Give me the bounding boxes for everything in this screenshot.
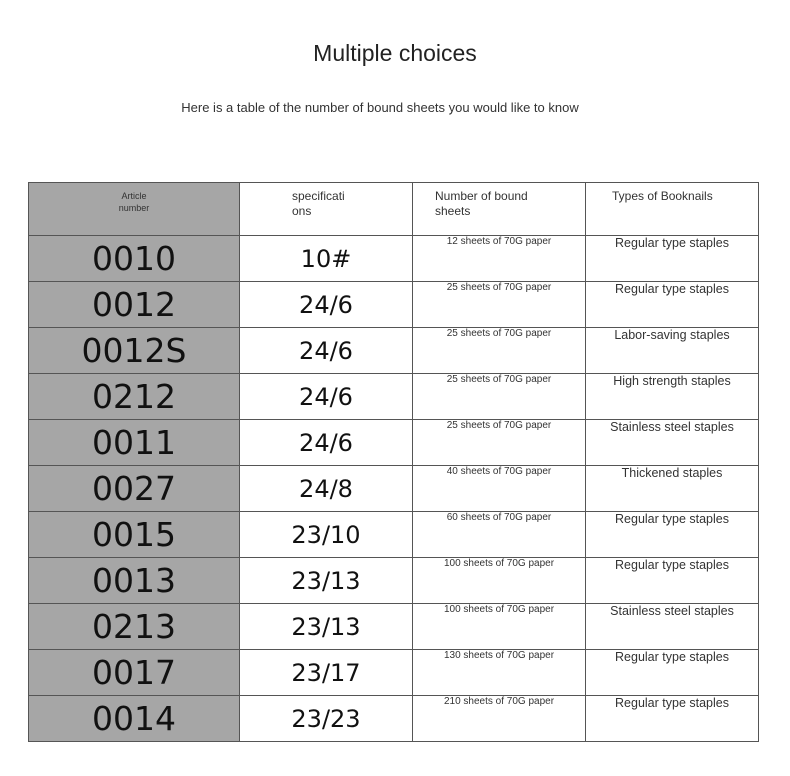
table-row bbox=[29, 512, 759, 558]
header-spec-line1: specificati bbox=[292, 189, 345, 203]
header-bound-line2: sheets bbox=[435, 204, 471, 218]
bound-sheets-cell: 100 sheets of 70G paper bbox=[413, 604, 586, 650]
article-number-cell: 0013 bbox=[29, 558, 240, 604]
article-number-cell: 0212 bbox=[29, 374, 240, 420]
table-row bbox=[29, 282, 759, 328]
specification-cell: 23/13 bbox=[240, 604, 413, 650]
bound-sheets-cell: 25 sheets of 70G paper bbox=[413, 374, 586, 420]
bound-sheets-cell: 25 sheets of 70G paper bbox=[413, 420, 586, 466]
header-row bbox=[29, 183, 759, 236]
staple-type-cell: Thickened staples bbox=[586, 466, 759, 512]
staple-type-cell: Regular type staples bbox=[586, 282, 759, 328]
header-article-line1: Article bbox=[121, 191, 147, 201]
bound-sheets-cell: 100 sheets of 70G paper bbox=[413, 558, 586, 604]
specification-cell: 10# bbox=[240, 236, 413, 282]
header-specifications bbox=[240, 183, 413, 236]
staple-type-cell: Regular type staples bbox=[586, 696, 759, 742]
bound-sheets-cell: 60 sheets of 70G paper bbox=[413, 512, 586, 558]
header-bound-sheets bbox=[413, 183, 586, 236]
staple-type-cell: Labor-saving staples bbox=[586, 328, 759, 374]
staple-type-cell: Stainless steel staples bbox=[586, 420, 759, 466]
specification-cell: 24/6 bbox=[240, 282, 413, 328]
header-spec-line2: ons bbox=[292, 204, 312, 218]
specification-cell: 23/17 bbox=[240, 650, 413, 696]
staples-spec-table bbox=[28, 182, 759, 742]
bound-sheets-cell: 130 sheets of 70G paper bbox=[413, 650, 586, 696]
specification-cell: 23/13 bbox=[240, 558, 413, 604]
page-subtitle: Here is a table of the number of bound sheets you would like to know bbox=[181, 100, 579, 115]
staple-type-cell: High strength staples bbox=[586, 374, 759, 420]
table-row bbox=[29, 420, 759, 466]
bound-sheets-cell: 40 sheets of 70G paper bbox=[413, 466, 586, 512]
article-number-cell: 0011 bbox=[29, 420, 240, 466]
table-row bbox=[29, 604, 759, 650]
specification-cell: 23/10 bbox=[240, 512, 413, 558]
staple-type-cell: Regular type staples bbox=[586, 236, 759, 282]
staple-type-cell: Regular type staples bbox=[586, 558, 759, 604]
table-row bbox=[29, 650, 759, 696]
staple-type-cell: Stainless steel staples bbox=[586, 604, 759, 650]
staple-type-cell: Regular type staples bbox=[586, 650, 759, 696]
header-type-label: Types of Booknails bbox=[612, 189, 713, 203]
table-row bbox=[29, 558, 759, 604]
bound-sheets-cell: 210 sheets of 70G paper bbox=[413, 696, 586, 742]
article-number-cell: 0015 bbox=[29, 512, 240, 558]
header-article-number bbox=[29, 183, 240, 236]
specification-cell: 24/6 bbox=[240, 328, 413, 374]
page-title: Multiple choices bbox=[313, 40, 477, 66]
article-number-cell: 0010 bbox=[29, 236, 240, 282]
bound-sheets-cell: 25 sheets of 70G paper bbox=[413, 282, 586, 328]
specification-cell: 23/23 bbox=[240, 696, 413, 742]
article-number-cell: 0213 bbox=[29, 604, 240, 650]
specification-cell: 24/8 bbox=[240, 466, 413, 512]
header-bound-line1: Number of bound bbox=[435, 189, 528, 203]
specification-cell: 24/6 bbox=[240, 374, 413, 420]
article-number-cell: 0014 bbox=[29, 696, 240, 742]
table-row bbox=[29, 236, 759, 282]
header-booknail-types bbox=[586, 183, 759, 236]
bound-sheets-cell: 12 sheets of 70G paper bbox=[413, 236, 586, 282]
header-article-line2: number bbox=[118, 203, 150, 213]
article-number-cell: 0027 bbox=[29, 466, 240, 512]
table-row bbox=[29, 374, 759, 420]
bound-sheets-cell: 25 sheets of 70G paper bbox=[413, 328, 586, 374]
staple-type-cell: Regular type staples bbox=[586, 512, 759, 558]
table-body bbox=[29, 236, 759, 742]
table-header bbox=[29, 183, 759, 236]
table-row bbox=[29, 466, 759, 512]
article-number-cell: 0012 bbox=[29, 282, 240, 328]
table-row bbox=[29, 696, 759, 742]
specification-cell: 24/6 bbox=[240, 420, 413, 466]
article-number-cell: 0012S bbox=[29, 328, 240, 374]
table-row bbox=[29, 328, 759, 374]
article-number-cell: 0017 bbox=[29, 650, 240, 696]
